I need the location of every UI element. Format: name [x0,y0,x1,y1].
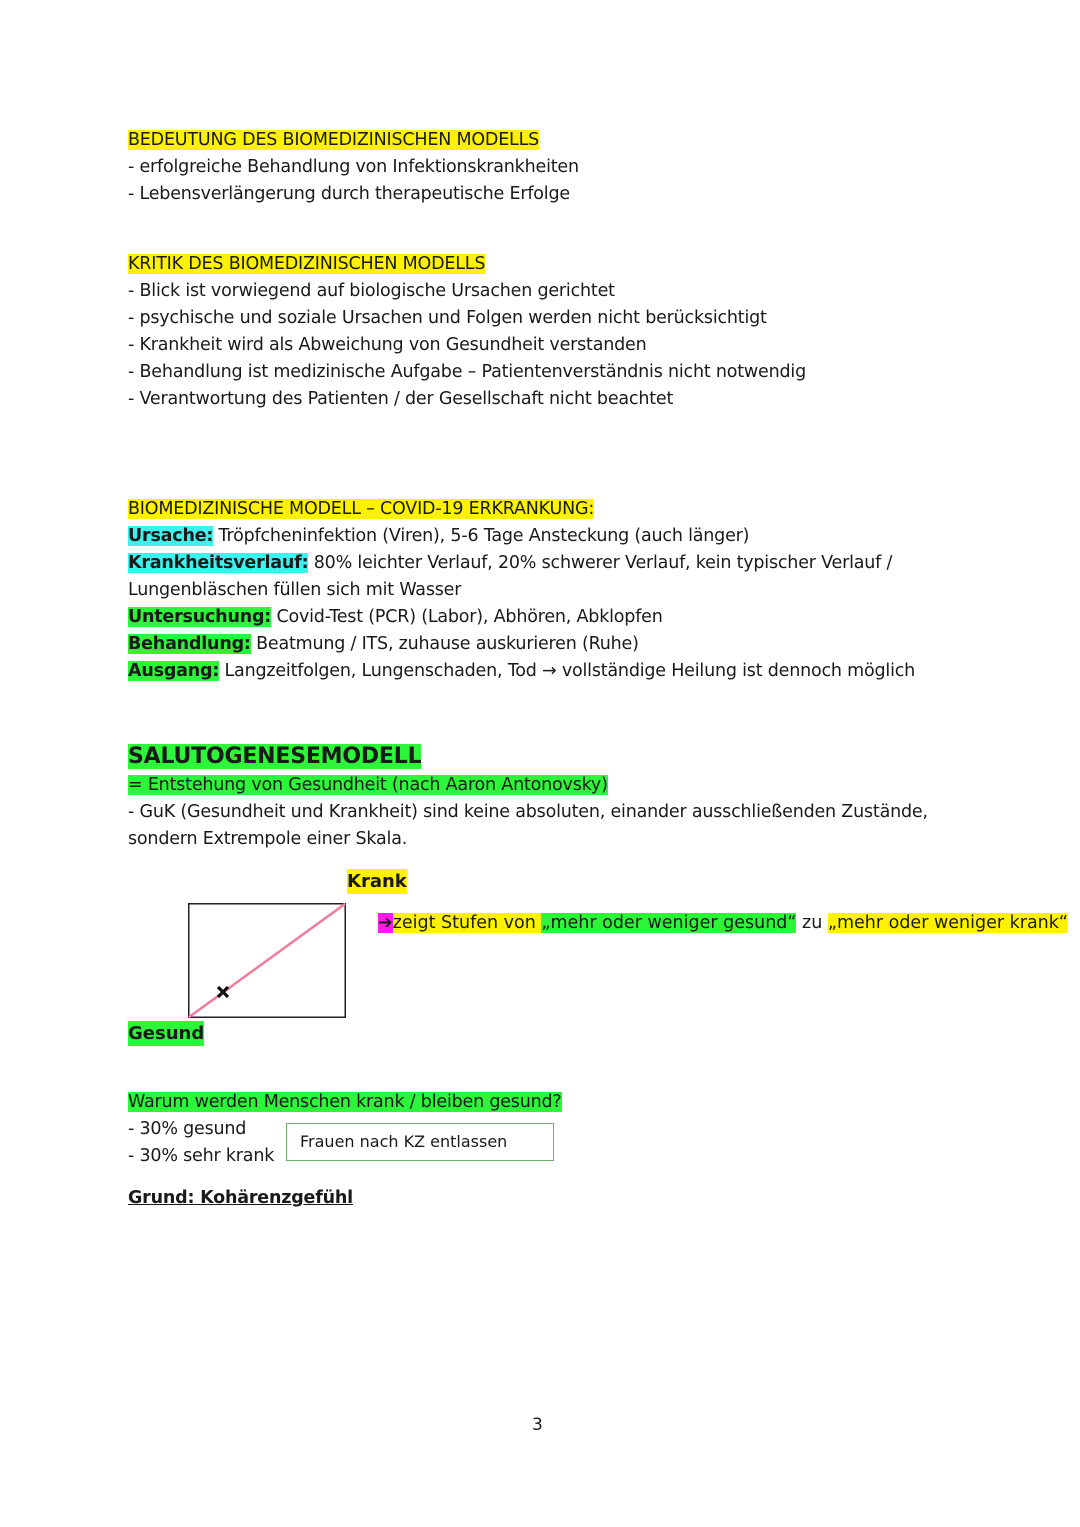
heading-bedeutung: BEDEUTUNG DES BIOMEDIZINISCHEN MODELLS [128,130,540,150]
list-item: - Lebensverlängerung durch therapeutische Erfolge [128,184,570,204]
note-green: „mehr oder weniger gesund“ [541,913,797,933]
note-mid: zu [796,913,828,933]
section-bedeutung [128,127,958,208]
list-item: - Blick ist vorwiegend auf biologische Ursachen gerichtet [128,281,615,301]
row-label: Untersuchung: [128,607,272,627]
covid-row-behandlung [128,631,958,658]
list-item: - Krankheit wird als Abweichung von Gesundheit verstanden [128,335,647,355]
covid-row-untersuchung [128,604,958,631]
position-cross-icon [218,987,228,997]
section-salutogenese [128,742,958,853]
note-yellow: „mehr oder weniger krank“ [827,913,1068,933]
list-item: - 30% sehr krank [128,1146,275,1166]
covid-row-ausgang [128,658,958,685]
grund-text: Grund: Kohärenzgefühl [128,1188,353,1208]
list-item: - Behandlung ist medizinische Aufgabe – Patientenverständnis nicht notwendig [128,362,806,382]
heading-kritik: KRITIK DES BIOMEDIZINISCHEN MODELLS [128,254,486,274]
arrow-right-icon: ➔ [378,913,393,933]
label-gesund: Gesund [128,1023,205,1044]
heading-salutogenese: SALUTOGENESEMODELL [128,744,422,769]
health-continuum-diagram [188,903,346,1018]
continuum-line [189,904,346,1018]
heading-warum: Warum werden Menschen krank / bleiben gesund? [128,1092,562,1112]
diagram-note [378,910,1068,937]
row-text: Langzeitfolgen, Lungenschaden, Tod → vollständige Heilung ist dennoch möglich [219,661,916,681]
salutogenese-subtitle: = Entstehung von Gesundheit (nach Aaron Antonovsky) [128,775,608,795]
list-item: - 30% gesund [128,1119,247,1139]
note-text: zeigt Stufen von [392,913,542,933]
salutogenese-text: - GuK (Gesundheit und Krankheit) sind keine absoluten, einander ausschließenden Zustände, sondern Extrempole einer Skala. [128,802,928,849]
section-covid [128,496,958,685]
covid-row-ursache [128,523,958,550]
section-kritik [128,251,958,413]
covid-row-verlauf [128,550,958,604]
list-item: - psychische und soziale Ursachen und Folgen werden nicht berücksichtigt [128,308,767,328]
page-number: 3 [532,1415,543,1435]
row-text: 80% leichter Verlauf, 20% schwerer Verlauf, kein typischer Verlauf / Lungenbläschen füllen sich mit Wasser [128,553,893,600]
note-box: Frauen nach KZ entlassen [286,1123,554,1161]
list-item: - erfolgreiche Behandlung von Infektionskrankheiten [128,157,579,177]
row-label: Krankheitsverlauf: [128,553,309,573]
list-item: - Verantwortung des Patienten / der Gesellschaft nicht beachtet [128,389,674,409]
row-label: Ausgang: [128,661,220,681]
row-label: Ursache: [128,526,214,546]
row-label: Behandlung: [128,634,251,654]
label-krank: Krank [347,871,407,892]
row-text: Covid-Test (PCR) (Labor), Abhören, Abklopfen [271,607,663,627]
row-text: Beatmung / ITS, zuhause auskurieren (Ruhe) [250,634,639,654]
row-text: Tröpfcheninfektion (Viren), 5-6 Tage Ansteckung (auch länger) [213,526,750,546]
heading-covid: BIOMEDIZINISCHE MODELL – COVID-19 ERKRANKUNG: [128,499,595,519]
